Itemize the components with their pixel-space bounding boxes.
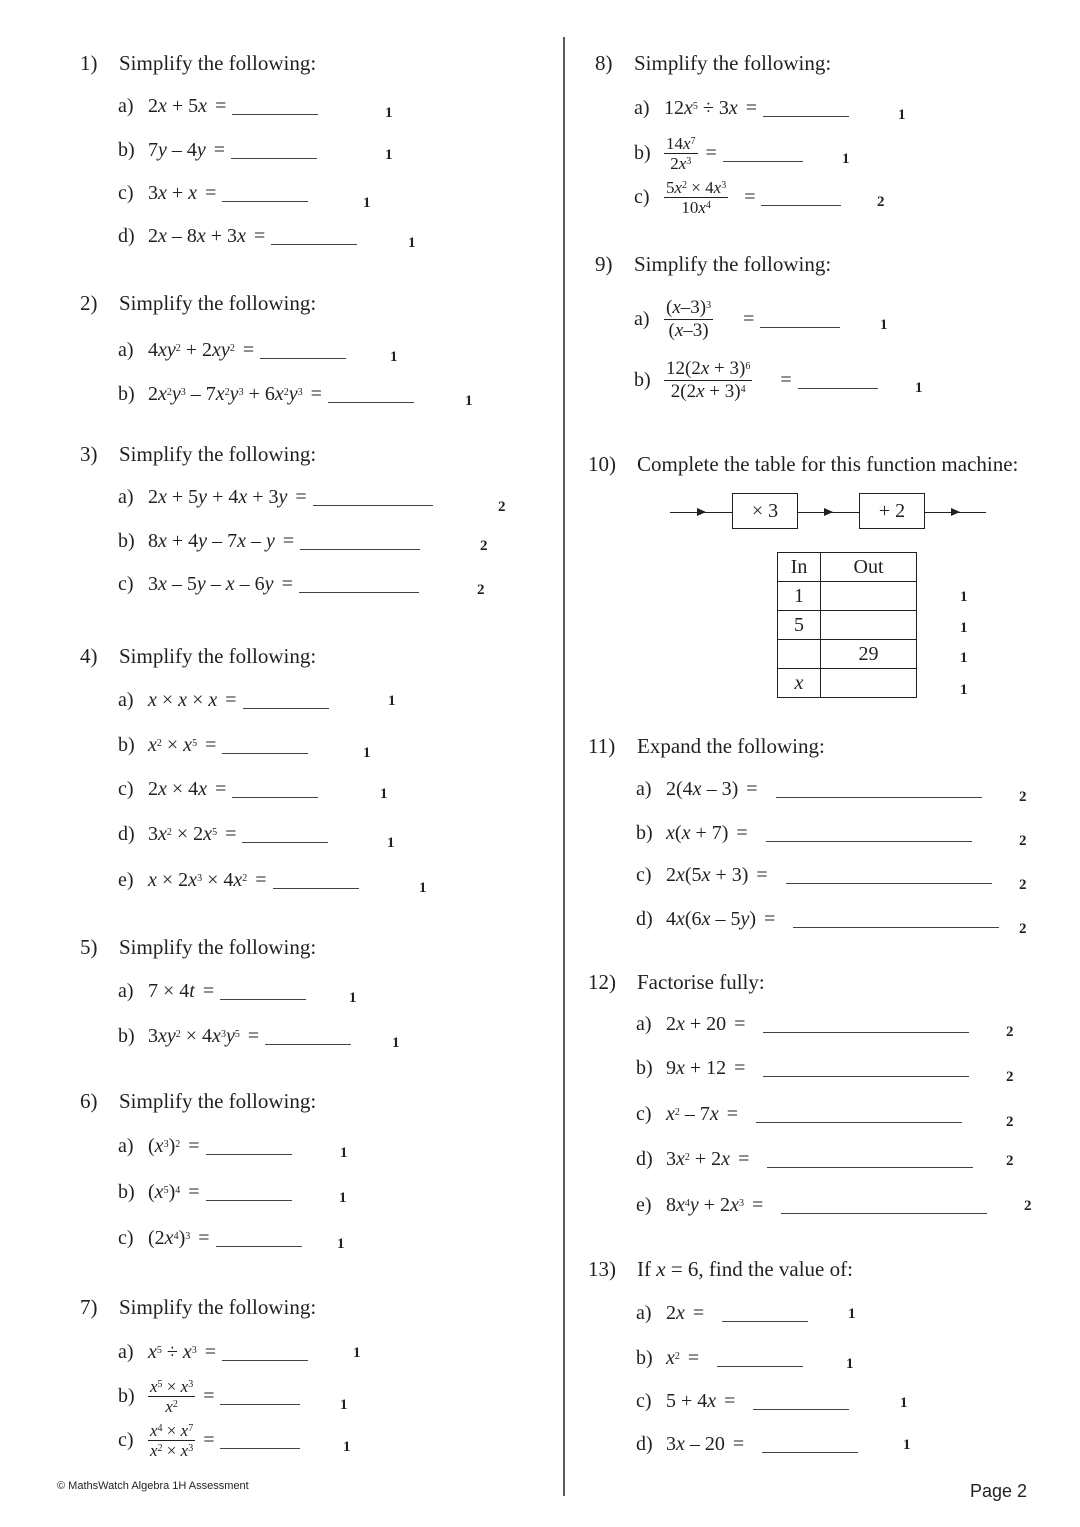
part-1c: c) 3 x + x = xyxy=(118,182,308,205)
expression: 2 x + 5 y + 4 x + 3 y xyxy=(148,486,288,508)
expression: x $^2$ – 7 x xyxy=(666,1103,719,1125)
fraction: $\frac{14x^7}{2x^3}$ xyxy=(666,134,696,173)
answer-blank[interactable] xyxy=(760,311,840,328)
part-13b: b) x $^2$ = xyxy=(636,1347,803,1370)
cell-out: 29 xyxy=(821,640,917,669)
expression: 3 x + x xyxy=(148,182,198,204)
question-title: Simplify the following: xyxy=(119,291,317,315)
expression: 8 x $^4$ y + 2 x $^3$ xyxy=(666,1194,744,1216)
answer-blank[interactable] xyxy=(717,1350,803,1367)
answer-blank[interactable] xyxy=(220,983,306,1000)
answer-blank[interactable] xyxy=(723,145,803,162)
marks: 1 xyxy=(408,235,416,251)
answer-blank[interactable] xyxy=(222,737,308,754)
marks: 2 xyxy=(877,194,885,210)
answer-blank[interactable] xyxy=(231,142,317,159)
marks: 1 xyxy=(960,682,968,698)
marks: 2 xyxy=(1006,1153,1014,1169)
part-8a: a) 12 x $^5$ ÷ 3 x = xyxy=(634,97,849,120)
answer-blank[interactable] xyxy=(767,1151,973,1168)
part-2a: a) 4 xy $^2$ + 2 xy $^2$ = xyxy=(118,339,346,362)
marks: 2 xyxy=(1019,921,1027,937)
part-6b: b) ( x $^5$ ) $^4$ = xyxy=(118,1181,292,1204)
part-9a: a) $\frac{(x-3)^3}{(x-3)}$ = xyxy=(634,297,840,342)
fraction: $\frac{(x-3)^3}{(x-3)}$ xyxy=(666,297,712,341)
question-number: 2) xyxy=(80,291,98,315)
answer-blank[interactable] xyxy=(216,1230,302,1247)
answer-blank[interactable] xyxy=(220,1432,300,1449)
part-11c: c) 2 x (5 x + 3) = xyxy=(636,864,992,887)
marks: 1 xyxy=(340,1145,348,1161)
expression: 2 x (5 x + 3) xyxy=(666,864,749,886)
question-number: 13) xyxy=(588,1257,616,1281)
part-13a: a) 2 x = xyxy=(636,1302,808,1325)
part-7b: b) $\frac{x^5 \times x^3}{x^2}$ = xyxy=(118,1377,300,1416)
part-3a: a) 2 x + 5 y + 4 x + 3 y = xyxy=(118,486,433,509)
marks: 1 xyxy=(898,107,906,123)
header-in: In xyxy=(778,553,821,582)
marks: 2 xyxy=(1024,1198,1032,1214)
answer-blank[interactable] xyxy=(722,1305,808,1322)
cell-out-input[interactable] xyxy=(821,582,917,611)
part-12c: c) x $^2$ – 7 x = xyxy=(636,1103,962,1126)
marks: 1 xyxy=(385,147,393,163)
column-divider xyxy=(563,37,565,1496)
expression: 9 x + 12 xyxy=(666,1057,727,1079)
expression: 5 + 4 x xyxy=(666,1390,717,1412)
function-box-add: + 2 xyxy=(859,493,925,529)
part-4d: d) 3 x $^2$ × 2 x $^5$ = xyxy=(118,823,328,846)
function-box-multiply: × 3 xyxy=(732,493,798,529)
answer-blank[interactable] xyxy=(206,1138,292,1155)
answer-blank[interactable] xyxy=(328,386,414,403)
marks: 1 xyxy=(385,105,393,121)
marks: 1 xyxy=(392,1035,400,1051)
marks: 1 xyxy=(363,195,371,211)
question-title: Expand the following: xyxy=(637,734,825,758)
expression: 2 x + 5 x xyxy=(148,95,208,117)
answer-blank[interactable] xyxy=(232,98,318,115)
expression: 2 x xyxy=(666,1302,685,1324)
question-number: 4) xyxy=(80,644,98,668)
copyright-footer: © MathsWatch Algebra 1H Assessment xyxy=(57,1480,249,1492)
marks: 2 xyxy=(1006,1114,1014,1130)
answer-blank[interactable] xyxy=(206,1184,292,1201)
marks: 1 xyxy=(880,317,888,333)
expression: x $^2$ xyxy=(666,1347,680,1369)
expression: 4 x (6 x – 5 y ) xyxy=(666,908,757,930)
marks: 2 xyxy=(477,582,485,598)
part-4b: b) x $^2$ × x $^5$ = xyxy=(118,734,308,757)
marks: 1 xyxy=(846,1356,854,1372)
marks: 1 xyxy=(848,1306,856,1322)
question-title: Simplify the following: xyxy=(119,1295,317,1319)
part-8b: b) $\frac{14x^7}{2x^3}$ = xyxy=(634,134,803,173)
marks: 2 xyxy=(1019,789,1027,805)
answer-blank[interactable] xyxy=(753,1393,849,1410)
part-7a: a) x $^5$ ÷ x $^3$ = xyxy=(118,1341,308,1364)
cell-in: 5 xyxy=(778,611,821,640)
part-2b: b) 2 x $^2$ y $^3$ – 7 x $^2$ y $^3$ + 6 x $^2$ y $^3$ = xyxy=(118,383,414,406)
expression: x × x × x xyxy=(148,689,218,711)
expression: 7 y – 4 y xyxy=(148,139,206,161)
answer-blank[interactable] xyxy=(776,781,982,798)
arrow-icon xyxy=(824,508,833,516)
expression: 3 x – 20 xyxy=(666,1433,725,1455)
expression: ( x $^5$ ) $^4$ xyxy=(148,1181,181,1203)
answer-blank[interactable] xyxy=(798,372,878,389)
part-12d: d) 3 x $^2$ + 2 x = xyxy=(636,1148,973,1171)
fraction: $\frac{12(2x + 3)^6}{2(2x + 3)^4}$ xyxy=(666,358,751,402)
question-title: Factorise fully: xyxy=(637,970,765,994)
part-11d: d) 4 x (6 x – 5 y ) = xyxy=(636,908,999,931)
cell-out-input[interactable] xyxy=(821,611,917,640)
part-1a: a) 2 x + 5 x = xyxy=(118,95,318,118)
marks: 1 xyxy=(900,1395,908,1411)
answer-blank[interactable] xyxy=(300,533,420,550)
cell-in: 1 xyxy=(778,582,821,611)
page-number: Page 2 xyxy=(970,1481,1028,1501)
marks: 2 xyxy=(480,538,488,554)
expression: 2 x + 20 xyxy=(666,1013,727,1035)
part-1d: d) 2 x – 8 x + 3 x = xyxy=(118,225,357,248)
expression: x $^2$ × x $^5$ xyxy=(148,734,198,756)
marks: 1 xyxy=(388,693,396,709)
part-4a: a) x × x × x = xyxy=(118,689,329,712)
answer-blank[interactable] xyxy=(781,1197,987,1214)
expression: 2 x $^2$ y $^3$ – 7 x $^2$ y $^3$ + 6 x $^2$ y $^3$ xyxy=(148,383,303,405)
expression: 3 xy $^2$ × 4 x $^3$ y $^5$ xyxy=(148,1025,240,1047)
part-4e: e) x × 2 x $^3$ × 4 x $^2$ = xyxy=(118,869,359,892)
marks: 1 xyxy=(353,1345,361,1361)
part-5a: a) 7 × 4 t = xyxy=(118,980,306,1003)
answer-blank[interactable] xyxy=(220,1388,300,1405)
part-3c: c) 3 x – 5 y – x – 6 y = xyxy=(118,573,419,596)
fraction: $\frac{x^4 \times x^7}{x^2 \times x^3}$ xyxy=(150,1421,194,1460)
question-number: 7) xyxy=(80,1295,98,1319)
marks: 2 xyxy=(1019,877,1027,893)
answer-blank[interactable] xyxy=(786,867,992,884)
answer-blank[interactable] xyxy=(222,1344,308,1361)
answer-blank[interactable] xyxy=(761,189,841,206)
question-title: Simplify the following: xyxy=(119,51,317,75)
expression: (2 x $^4$ ) $^3$ xyxy=(148,1227,191,1249)
marks: 1 xyxy=(380,786,388,802)
expression: 2 x × 4 x xyxy=(148,778,208,800)
answer-blank[interactable] xyxy=(222,185,308,202)
marks: 1 xyxy=(465,393,473,409)
answer-blank[interactable] xyxy=(763,1060,969,1077)
header-out: Out xyxy=(821,553,917,582)
question-title: Simplify the following: xyxy=(119,442,317,466)
part-12a: a) 2 x + 20 = xyxy=(636,1013,969,1036)
expression: 2(4 x – 3) xyxy=(666,778,739,800)
question-number: 8) xyxy=(595,51,613,75)
cell-in: x xyxy=(778,669,821,698)
cell-in-input[interactable] xyxy=(778,640,821,669)
arrow-icon xyxy=(951,508,960,516)
marks: 2 xyxy=(1006,1024,1014,1040)
answer-blank[interactable] xyxy=(763,100,849,117)
part-12e: e) 8 x $^4$ y + 2 x $^3$ = xyxy=(636,1194,987,1217)
answer-blank[interactable] xyxy=(756,1106,962,1123)
question-number: 11) xyxy=(588,734,616,758)
marks: 1 xyxy=(339,1190,347,1206)
part-6c: c) (2 x $^4$ ) $^3$ = xyxy=(118,1227,302,1250)
answer-blank[interactable] xyxy=(260,342,346,359)
expression: x × 2 x $^3$ × 4 x $^2$ xyxy=(148,869,248,891)
question-number: 9) xyxy=(595,252,613,276)
function-table xyxy=(777,552,917,698)
question-number: 12) xyxy=(588,970,616,994)
answer-blank[interactable] xyxy=(271,228,357,245)
marks: 1 xyxy=(960,650,968,666)
answer-blank[interactable] xyxy=(242,826,328,843)
answer-blank[interactable] xyxy=(313,489,433,506)
expression: x $^5$ ÷ x $^3$ xyxy=(148,1341,197,1363)
marks: 1 xyxy=(419,880,427,896)
answer-blank[interactable] xyxy=(273,872,359,889)
marks: 1 xyxy=(960,589,968,605)
expression: 2 x – 8 x + 3 x xyxy=(148,225,246,247)
fraction: $\frac{x^5 \times x^3}{x^2}$ xyxy=(150,1377,194,1416)
answer-blank[interactable] xyxy=(265,1028,351,1045)
answer-blank[interactable] xyxy=(793,911,999,928)
expression: 8 x + 4 y – 7 x – y xyxy=(148,530,275,552)
expression: x ( x + 7) xyxy=(666,822,729,844)
part-3b: b) 8 x + 4 y – 7 x – y = xyxy=(118,530,420,553)
expression: 12 x $^5$ ÷ 3 x xyxy=(664,97,738,119)
arrow-icon xyxy=(697,508,706,516)
marks: 1 xyxy=(915,380,923,396)
question-title: Simplify the following: xyxy=(634,51,832,75)
marks: 1 xyxy=(960,620,968,636)
marks: 2 xyxy=(1006,1069,1014,1085)
question-number: 6) xyxy=(80,1089,98,1113)
expression: 7 × 4 t xyxy=(148,980,195,1002)
expression: ( x $^3$ ) $^2$ xyxy=(148,1135,181,1157)
marks: 1 xyxy=(337,1236,345,1252)
part-13d: d) 3 x – 20 = xyxy=(636,1433,858,1456)
part-7c: c) $\frac{x^4 \times x^7}{x^2 \times x^3}$ = xyxy=(118,1421,300,1460)
marks: 1 xyxy=(343,1439,351,1455)
marks: 1 xyxy=(340,1397,348,1413)
cell-out-input[interactable] xyxy=(821,669,917,698)
answer-blank[interactable] xyxy=(766,825,972,842)
question-number: 3) xyxy=(80,442,98,466)
question-title: Simplify the following: xyxy=(119,935,317,959)
part-6a: a) ( x $^3$ ) $^2$ = xyxy=(118,1135,292,1158)
marks: 2 xyxy=(498,499,506,515)
part-11a: a) 2(4 x – 3) = xyxy=(636,778,982,801)
question-title: Simplify the following: xyxy=(634,252,832,276)
expression: 3 x $^2$ + 2 x xyxy=(666,1148,731,1170)
question-number: 1) xyxy=(80,51,98,75)
part-13c: c) 5 + 4 x = xyxy=(636,1390,849,1413)
question-number: 10) xyxy=(588,452,616,476)
part-4c: c) 2 x × 4 x = xyxy=(118,778,318,801)
fraction: $\frac{5x^2 \times 4x^3}{10x^4}$ xyxy=(666,178,727,217)
question-title: If x = 6, find the value of: xyxy=(637,1257,853,1281)
part-1b: b) 7 y – 4 y = xyxy=(118,139,317,162)
answer-blank[interactable] xyxy=(243,692,329,709)
marks: 2 xyxy=(1019,833,1027,849)
part-12b: b) 9 x + 12 = xyxy=(636,1057,969,1080)
marks: 1 xyxy=(390,349,398,365)
question-title: Simplify the following: xyxy=(119,1089,317,1113)
question-title: Complete the table for this function machine: xyxy=(637,452,1019,476)
marks: 1 xyxy=(903,1437,911,1453)
expression: 4 xy $^2$ + 2 xy $^2$ xyxy=(148,339,235,361)
answer-blank[interactable] xyxy=(762,1436,858,1453)
part-9b: b) $\frac{12(2x + 3)^6}{2(2x + 3)^4}$ = xyxy=(634,358,878,403)
marks: 1 xyxy=(387,835,395,851)
answer-blank[interactable] xyxy=(299,576,419,593)
part-5b: b) 3 xy $^2$ × 4 x $^3$ y $^5$ = xyxy=(118,1025,351,1048)
question-number: 5) xyxy=(80,935,98,959)
part-8c: c) $\frac{5x^2 \times 4x^3}{10x^4}$ = xyxy=(634,178,841,217)
question-title: Simplify the following: xyxy=(119,644,317,668)
expression: 3 x – 5 y – x – 6 y xyxy=(148,573,274,595)
expression: 3 x $^2$ × 2 x $^5$ xyxy=(148,823,218,845)
marks: 1 xyxy=(349,990,357,1006)
part-11b: b) x ( x + 7) = xyxy=(636,822,972,845)
answer-blank[interactable] xyxy=(232,781,318,798)
answer-blank[interactable] xyxy=(763,1016,969,1033)
marks: 1 xyxy=(363,745,371,761)
marks: 1 xyxy=(842,151,850,167)
